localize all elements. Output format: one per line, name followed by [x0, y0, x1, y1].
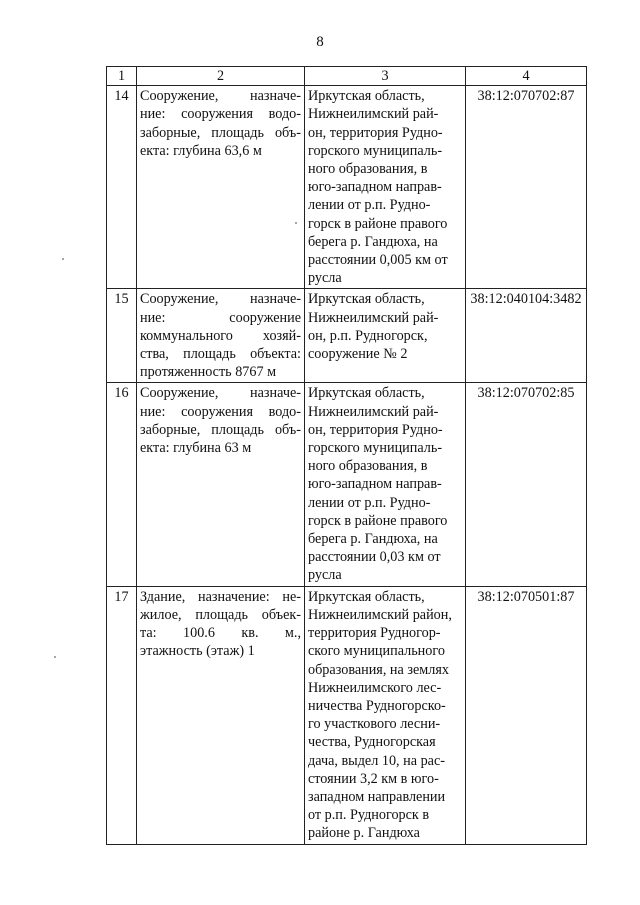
address-line: районе р. Гандюха — [308, 825, 420, 842]
address-line: горского муниципаль- — [308, 440, 443, 457]
address-line: берега р. Гандюха, на — [308, 531, 438, 548]
description-line: ние: сооружения водо- — [140, 403, 301, 420]
row-number: 14 — [107, 86, 137, 289]
description-line: Сооружение, назначе- — [140, 291, 301, 308]
address-line: территория Рудногор- — [308, 625, 441, 642]
table-row — [107, 586, 587, 844]
cadastral-number: 38:12:070501:87 — [466, 586, 587, 844]
address-line: Иркутская область, — [308, 588, 425, 605]
cadastral-number: 38:12:070702:87 — [466, 86, 587, 289]
object-address-cell — [305, 586, 466, 844]
address-line: Нижнеилимский рай- — [308, 106, 439, 123]
address-line: от р.п. Рудногорск в — [308, 807, 430, 824]
table-row — [107, 86, 587, 289]
description-line: екта: глубина 63 м — [140, 440, 252, 457]
address-line: ничества Рудногорско- — [308, 697, 446, 714]
address-line: горск в районе правого — [308, 512, 448, 529]
address-line: юго-западном направ- — [308, 476, 442, 493]
column-header: 1 — [107, 67, 137, 86]
address-line: Иркутская область, — [308, 385, 425, 402]
scan-speck — [295, 222, 297, 224]
scan-speck — [54, 656, 56, 658]
address-line: русла — [308, 270, 342, 287]
table-header-row — [107, 67, 587, 86]
address-line: русла — [308, 567, 342, 584]
page-number: 8 — [316, 34, 324, 50]
cadastral-number: 38:12:040104:3482 — [466, 289, 587, 383]
address-line: юго-западном направ- — [308, 179, 442, 196]
address-line: Иркутская область, — [308, 291, 425, 308]
object-description-cell — [137, 383, 305, 586]
address-line: горского муниципаль- — [308, 142, 443, 159]
scan-speck — [62, 258, 64, 260]
address-line: Нижнеилимский рай- — [308, 403, 439, 420]
address-line: ного образования, в — [308, 161, 428, 178]
address-line: лении от р.п. Рудно- — [308, 197, 431, 214]
address-line: ного образования, в — [308, 458, 428, 475]
address-line: горск в районе правого — [308, 215, 448, 232]
address-line: образования, на землях — [308, 661, 449, 678]
object-description-cell — [137, 289, 305, 383]
address-line: он, территория Рудно- — [308, 421, 443, 438]
address-line: ского муниципального — [308, 643, 445, 660]
column-header: 3 — [305, 67, 466, 86]
description-line: заборные, площадь объ- — [140, 124, 301, 141]
address-line: Иркутская область, — [308, 88, 425, 105]
row-number: 17 — [107, 586, 137, 844]
table-row — [107, 289, 587, 383]
address-line: сооружение № 2 — [308, 346, 408, 363]
object-description-cell — [137, 586, 305, 844]
address-line: Нижнеилимского лес- — [308, 679, 442, 696]
description-line: ства, площадь объекта: — [140, 346, 301, 363]
object-address-cell — [305, 289, 466, 383]
address-line: расстоянии 0,005 км от — [308, 252, 448, 269]
address-line: дача, выдел 10, на рас- — [308, 752, 445, 769]
description-line: ние: сооружения водо- — [140, 106, 301, 123]
address-line: Нижнеилимский рай- — [308, 309, 439, 326]
address-line: чества, Рудногорская — [308, 734, 436, 751]
address-line: западном направлении — [308, 788, 446, 805]
address-line: берега р. Гандюха, на — [308, 233, 438, 250]
address-line: он, р.п. Рудногорск, — [308, 327, 428, 344]
table-row — [107, 383, 587, 586]
address-line: го участкового лесни- — [308, 716, 441, 733]
description-line: протяженность 8767 м — [140, 364, 277, 381]
property-registry-table — [106, 66, 587, 845]
row-number: 16 — [107, 383, 137, 586]
description-line: Сооружение, назначе- — [140, 88, 301, 105]
description-line: ние: сооружение — [140, 309, 301, 326]
address-line: он, территория Рудно- — [308, 124, 443, 141]
description-line: Здание, назначение: не- — [140, 588, 301, 605]
description-line: этажность (этаж) 1 — [140, 643, 255, 660]
address-line: расстоянии 0,03 км от — [308, 549, 441, 566]
description-line: та: 100.6 кв. м., — [140, 625, 301, 642]
description-line: заборные, площадь объ- — [140, 421, 301, 438]
column-header: 2 — [137, 67, 305, 86]
description-line: Сооружение, назначе- — [140, 385, 301, 402]
object-description-cell — [137, 86, 305, 289]
column-header: 4 — [466, 67, 587, 86]
description-line: коммунального хозяй- — [140, 327, 301, 344]
object-address-cell — [305, 383, 466, 586]
description-line: жилое, площадь объек- — [140, 606, 301, 623]
object-address-cell — [305, 86, 466, 289]
address-line: лении от р.п. Рудно- — [308, 494, 431, 511]
cadastral-number: 38:12:070702:85 — [466, 383, 587, 586]
row-number: 15 — [107, 289, 137, 383]
address-line: Нижнеилимский район, — [308, 606, 452, 623]
address-line: стоянии 3,2 км в юго- — [308, 770, 439, 787]
description-line: екта: глубина 63,6 м — [140, 142, 262, 159]
